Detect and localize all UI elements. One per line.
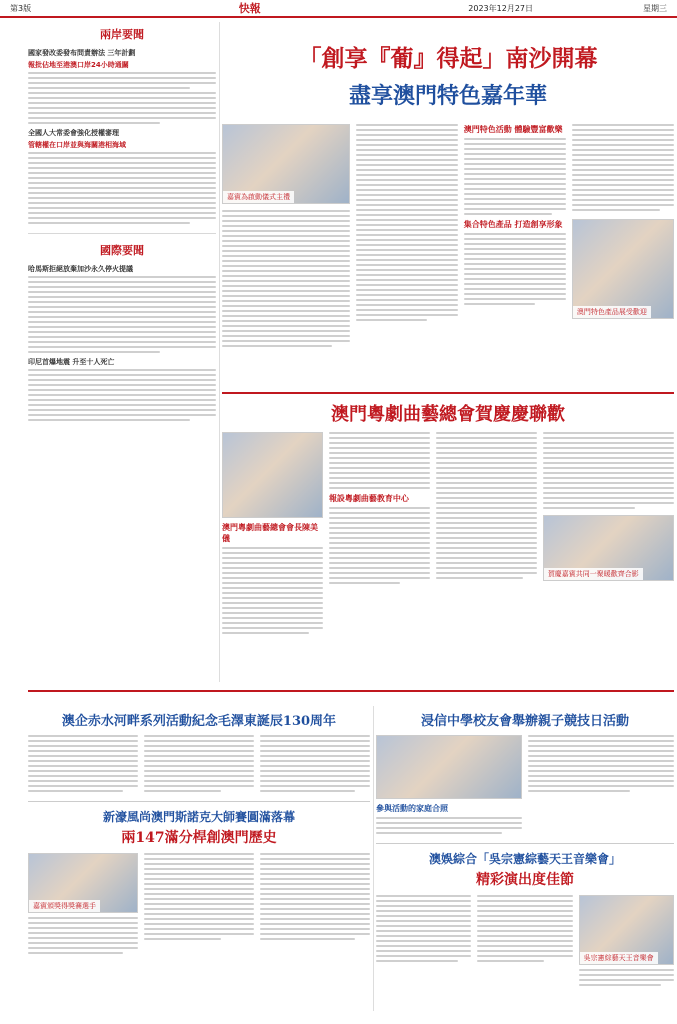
photo-caption: 嘉賓頒獎得獎賽選手 bbox=[29, 900, 100, 912]
feature-title-line2: 盡享澳門特色嘉年華 bbox=[348, 83, 547, 109]
article-body bbox=[356, 124, 458, 321]
article-body bbox=[222, 547, 323, 634]
photo-caption: 參與活動的家庭合照 bbox=[376, 804, 448, 813]
feature-title-line1: 「創享『葡』得起」南沙開幕 bbox=[298, 45, 598, 72]
feature-title bbox=[222, 40, 674, 110]
article-body-columns bbox=[376, 895, 674, 989]
article-headline: 全國人大常委會強化授權審理 bbox=[28, 129, 119, 137]
photo-caption: 澳門特色產品展受歡迎 bbox=[573, 306, 651, 318]
page-header bbox=[0, 0, 677, 18]
article-body-columns bbox=[222, 432, 674, 637]
article-body bbox=[329, 432, 430, 489]
article-body bbox=[543, 432, 674, 509]
photo-concert bbox=[579, 895, 674, 965]
article-body-columns bbox=[28, 735, 370, 795]
article-body bbox=[572, 124, 674, 211]
article-body bbox=[28, 276, 216, 353]
page-number: 第3版 bbox=[10, 3, 32, 13]
section-title-cross-strait: 兩岸要聞 bbox=[100, 28, 144, 41]
article-body bbox=[28, 152, 216, 224]
feature-column-head: 澳門特色活動 體驗豐富歡樂 bbox=[463, 125, 563, 134]
feature-photo-products bbox=[572, 219, 674, 319]
international-news-section bbox=[28, 242, 216, 430]
photo-group bbox=[543, 515, 674, 581]
article-body bbox=[464, 138, 566, 215]
article-subheadline: 精彩演出度佳節 bbox=[476, 872, 574, 888]
photo-caption: 嘉賓為啟動儀式主禮 bbox=[223, 191, 294, 203]
article-headline: 澳娛綜合「吳宗憲綜藝天王音樂會」 bbox=[428, 852, 621, 866]
bottom-right-articles bbox=[376, 710, 674, 1010]
article-body bbox=[28, 72, 216, 124]
opera-association-article bbox=[222, 392, 674, 680]
article-body bbox=[329, 507, 430, 584]
article-subheadline: 報批佔地至港澳口岸24小時通關 bbox=[28, 61, 129, 69]
issue-date: 2023年12月27日 bbox=[468, 3, 533, 13]
photo-caption: 澳門粵劇曲藝總會會長陳美儀 bbox=[222, 523, 318, 543]
photo-chairwoman bbox=[222, 432, 323, 518]
article-headline: 浸信中學校友會舉辦親子競技日活動 bbox=[420, 714, 629, 729]
section-title-international: 國際要聞 bbox=[100, 244, 144, 257]
feature-column-head: 集合特色產品 打造創享形象 bbox=[463, 220, 563, 229]
feature-body-columns bbox=[222, 124, 674, 350]
photo-family-day bbox=[376, 735, 522, 799]
article-headline: 新濠風尚澳門斯諾克大師賽圓滿落幕 bbox=[102, 810, 295, 824]
article-body-columns bbox=[28, 853, 370, 957]
issue-weekday: 星期三 bbox=[643, 3, 667, 13]
photo-caption: 吳宗憲綜藝天王音樂會 bbox=[580, 952, 658, 964]
feature-article bbox=[222, 22, 674, 452]
article-body bbox=[436, 432, 537, 579]
article-body bbox=[464, 233, 566, 305]
bottom-left-articles bbox=[28, 710, 370, 1010]
article-body-columns bbox=[376, 735, 674, 837]
cross-strait-news-section bbox=[28, 26, 216, 234]
article-headline: 印尼首爆地震 升至十人死亡 bbox=[28, 358, 115, 366]
article-headline: 澳企赤水河畔系列活動紀念毛澤東誕辰130周年 bbox=[61, 714, 337, 729]
feature-photo-ceremony bbox=[222, 124, 350, 204]
article-subheadline: 管轄權在口岸並與海關港相海域 bbox=[28, 141, 126, 149]
article-body bbox=[28, 369, 216, 421]
article-subhead: 報設粵劇曲藝教育中心 bbox=[328, 494, 409, 503]
left-column bbox=[28, 22, 216, 680]
article-body bbox=[222, 210, 350, 347]
masthead-logo: 快報 bbox=[238, 2, 261, 15]
article-headline: 澳門粵劇曲藝總會賀慶慶聯歡 bbox=[331, 404, 565, 425]
article-headline: 哈馬斯拒絕放棄加沙永久停火提議 bbox=[28, 265, 133, 273]
photo-snooker-winners bbox=[28, 853, 138, 913]
article-headline: 國家發改委發布問責辦法 三年計劃 bbox=[28, 49, 136, 57]
article-subheadline: 兩147滿分桿創澳門歷史 bbox=[121, 830, 277, 846]
photo-caption: 賀慶嘉賓共同一聚暖歡齊合影 bbox=[544, 568, 643, 580]
